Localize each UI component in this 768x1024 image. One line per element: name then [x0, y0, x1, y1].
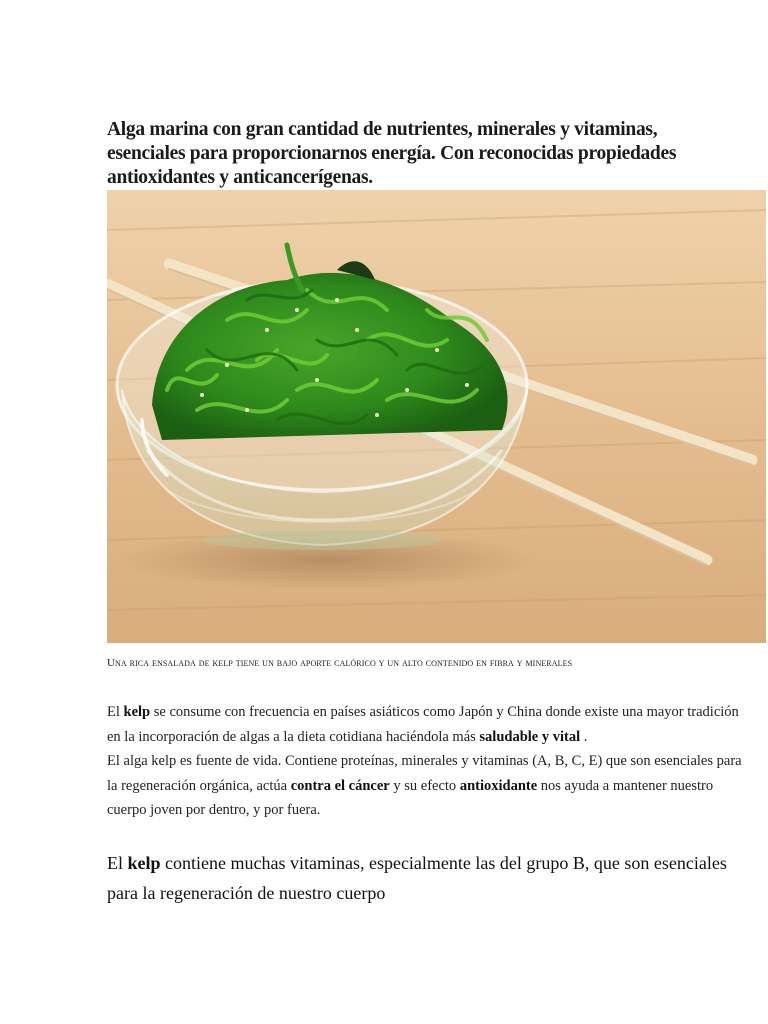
bold-saludable-vital: saludable y vital — [479, 728, 581, 745]
text-run: El — [107, 704, 124, 720]
paragraph-kelp-consumption — [107, 700, 747, 749]
text-run: nos ayuda a mantener nuestro cuerpo joven por dentro, y por fuera. — [107, 777, 714, 818]
article-subheading — [107, 848, 747, 908]
bold-antioxidante: antioxidante — [459, 777, 538, 794]
photo-caption: Una rica ensalada de kelp tiene un bajo aporte calórico y un alto contenido en fibra y minerales — [107, 657, 573, 669]
seaweed-salad-photo — [107, 190, 766, 643]
text-run: . — [580, 728, 588, 745]
bold-kelp: kelp — [123, 704, 151, 720]
text-run: se consume con frecuencia en países asiáticos como Japón y China donde existe una mayor tradición en la incorporación de algas a la dieta cotidiana haciéndola más — [107, 704, 739, 745]
article-heading: Alga marina con gran cantidad de nutrientes, minerales y vitaminas, esenciales para proporcionarnos energía. Con reconocidas propiedades antioxidantes y anticancerígenas. — [107, 119, 677, 188]
article-body — [107, 700, 747, 823]
text-run: y su efecto — [389, 777, 460, 794]
bold-contra-cancer: contra el cáncer — [290, 777, 390, 794]
text-run: contiene muchas vitaminas, especialmente las del grupo B, que son esenciales para la regeneración de nuestro cuerpo — [107, 853, 727, 903]
text-run: El alga kelp es fuente de vida. Contiene proteínas, minerales y vitaminas (A, B, C, E) que son esenciales para la regeneración orgánica, actúa — [107, 753, 742, 794]
bold-kelp: kelp — [127, 853, 161, 873]
text-run: El — [107, 853, 128, 873]
paragraph-kelp-benefits — [107, 749, 747, 823]
